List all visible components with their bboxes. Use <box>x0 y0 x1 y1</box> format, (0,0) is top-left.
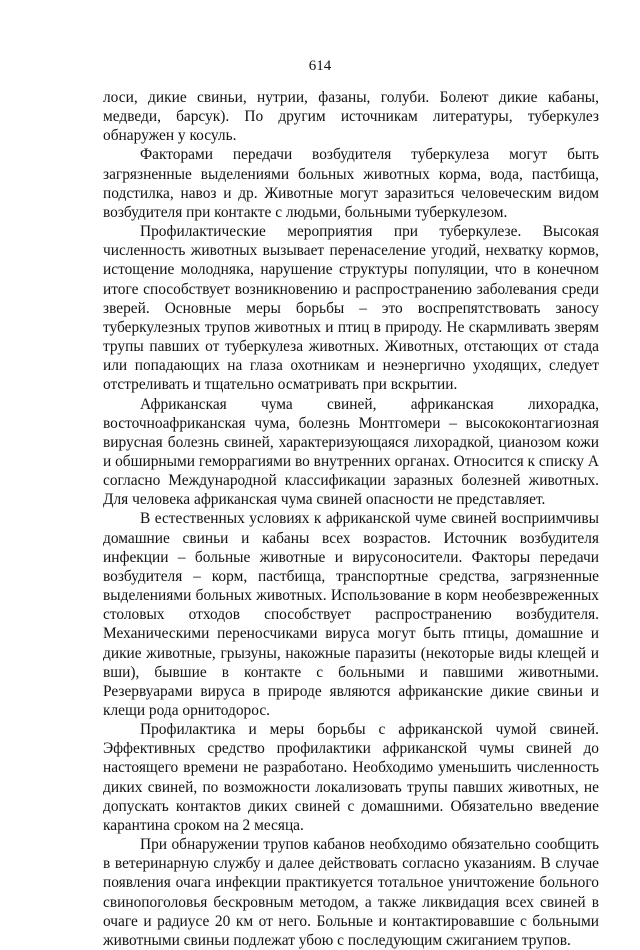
paragraph-continuation: лоси, дикие свиньи, нутрии, фазаны, голуби. Болеют дикие кабаны, медведи, барсук). По другим источникам литературы, туберкулез обнаружен у косуль. <box>103 89 599 145</box>
paragraph-asf-prevention: Профилактика и меры борьбы с африканской чумой свиней. Эффективных средство профилактики африканской чумы свиней до настоящего времени не разработано. Необходимо уменьшить численность диких свиней, по возможности локализовать трупы павших животных, не допускать контактов диких свиней с домашними. Обязательно введение карантина сроком на 2 месяца. <box>103 721 599 834</box>
paragraph-natural-conditions: В естественных условиях к африканской чуме свиней восприимчивы домашние свиньи и кабаны всех возрастов. Источник возбудителя инфекции – больные животные и вирусоносители. Факторы передачи возбудителя – корм, пастбища, транспортные средства, загрязненные выделениями больных животных. Использование в корм необезвреженных столовых отходов способствует распространению возбудителя. Механическими переносчиками вируса могут быть птицы, домашние и дикие животные, грызуны, накожные паразиты (некоторые виды клещей и вши), бывшие в контакте с больными и павшими животными. Резервуарами вируса в природе являются африканские дикие свиньи и клещи рода орнитодорос. <box>103 510 599 719</box>
paragraph-tuberculosis-prevention: Профилактические мероприятия при туберкулезе. Высокая численность животных вызывает перенаселение угодий, нехватку кормов, истощение молодняка, нарушение структуры популяции, что в конечном итоге способствует возникновению и распространению заболевания среди зверей. Основные меры борьбы – это воспрепятствовать заносу туберкулезных трупов животных и птиц в природу. Не скармливать зверям трупы павших от туберкулеза животных. Животных, отстающих от стада или попадающих на глаза охотникам и неэнергично уходящих, следует отстреливать и тщательно осматривать при вскрытии. <box>103 223 599 394</box>
page-number: 614 <box>308 58 332 74</box>
paragraph-carcass-discovery: При обнаружении трупов кабанов необходимо обязательно сообщить в ветеринарную службу и далее действовать согласно указаниям. В случае появления очага инфекции практикуется тотальное уничтожение больного свинопоголовья бескровным методом, а также ликвидация всех свиней в очаге и радиусе 20 км от него. Больные и контактировавшие с больными животными свиньи подлежат убою с последующим сжиганием трупов. <box>103 836 599 949</box>
body-text <box>103 88 599 950</box>
paragraph-transmission-factors: Факторами передачи возбудителя туберкулеза могут быть загрязненные выделениями больных животных корма, вода, пастбища, подстилка, навоз и др. Животные могут заразиться человеческим видом возбудителя при контакте с людьми, больными туберкулезом. <box>103 146 599 221</box>
paragraph-african-swine-fever-definition: Африканская чума свиней, африканская лихорадка, восточноафриканская чума, болезнь Монтгомери – высококонтагиозная вирусная болезнь свиней, характеризующаяся лихорадкой, цианозом кожи и обширными геморрагиями во внутренних органах. Относится к списку А согласно Международной классификации заразных болезней животных. Для человека африканская чума свиней опасности не представляет. <box>103 395 599 509</box>
